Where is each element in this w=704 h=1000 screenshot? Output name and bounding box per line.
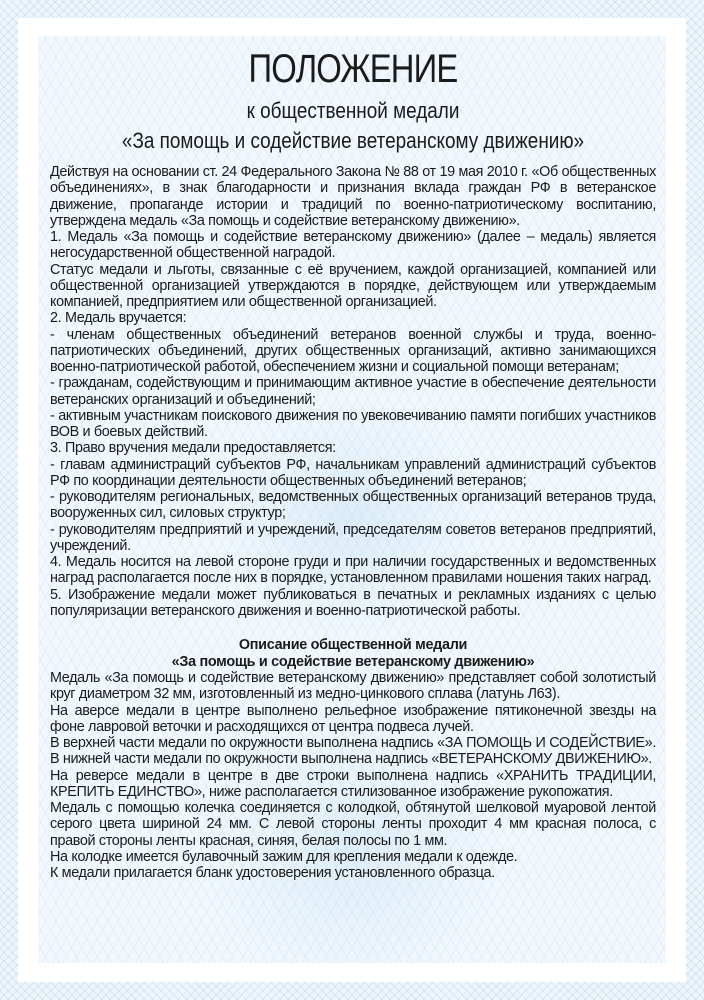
preamble-paragraph: Действуя на основании ст. 24 Федерального Закона № 88 от 19 мая 2010 г. «Об общественных объединениях», в знак благодарности и признания вклада граждан РФ в ветеранское движение, пропаганде истории и традиций по военно-патриотическому воспитанию, утверждена медаль «За помощь и содействие ветеранскому движению». xyxy=(50,164,656,229)
clause-3-item-1: - главам администраций субъектов РФ, начальникам управлений администраций субъектов РФ по координации деятельности общественных объединений ветеранов; xyxy=(50,456,656,489)
clause-1: 1. Медаль «За помощь и содействие ветеранскому движению» (далее – медаль) является негосударственной общественной наградой. xyxy=(50,229,656,262)
description-paragraph: Медаль с помощью колечка соединяется с колодкой, обтянутой шелковой муаровой лентой серого цвета шириной 24 мм. С левой стороны ленты проходит 4 мм красная полоса, с правой стороны ленты красная, синяя, белая полосы по 1 мм. xyxy=(50,800,656,849)
description-paragraph: На реверсе медали в центре в две строки выполнена надпись «ХРАНИТЬ ТРАДИЦИИ, КРЕПИТЬ ЕДИНСТВО», ниже располагается стилизованное изображение рукопожатия. xyxy=(50,767,656,800)
clause-2-item-3: - активным участникам поискового движения по увековечиванию памяти погибших участников ВОВ и боевых действий. xyxy=(50,407,656,440)
description-heading-line-1: Описание общественной медали xyxy=(238,637,468,653)
subtitle-line-2: «За помощь и содействие ветеранскому движению» xyxy=(121,128,585,153)
description-heading xyxy=(50,637,656,670)
clause-4: 4. Медаль носится на левой стороне груди и при наличии государственных и ведомственных наград располагается после них в порядке, установленном правилами ношения таких наград. xyxy=(50,554,656,587)
clause-2-item-1: - членам общественных объединений ветеранов военной службы и труда, военно-патриотических объединений, других общественных организаций, активно занимающихся военно-патриотической работой, обеспечением жизни и социальной помощи ветеранам; xyxy=(50,326,656,375)
clause-5: 5. Изображение медали может публиковаться в печатных и рекламных изданиях с целью популяризации ветеранского движения и военно-патриотической работы. xyxy=(50,586,656,619)
description-paragraph: Медаль «За помощь и содействие ветеранскому движению» представляет собой золотистый круг диаметром 32 мм, изготовленный из медно-цинкового сплава (латунь Л63). xyxy=(50,670,656,703)
page-title: ПОЛОЖЕНИЕ xyxy=(248,47,458,91)
description-paragraph: На колодке имеется булавочный зажим для крепления медали к одежде. xyxy=(50,848,518,865)
clause-3-item-3: - руководителям предприятий и учреждений, председателям советов ветеранов предприятий, учреждений. xyxy=(50,521,656,554)
description-paragraph: К медали прилагается бланк удостоверения установленного образца. xyxy=(50,865,495,881)
status-paragraph: Статус медали и льготы, связанные с её вручением, каждой организацией, компанией или общественной организацией утверждаются в порядке, действующем или утверждаемым компанией, предприятием или общественной организацией. xyxy=(50,261,656,310)
clause-3-item-2: - руководителям региональных, ведомственных общественных организаций ветеранов труда, вооруженных сил, силовых структур; xyxy=(50,489,656,522)
document-content xyxy=(50,36,656,881)
description-paragraph: На аверсе медали в центре выполнено рельефное изображение пятиконечной звезды на фоне лавровой веточки и расходящихся от центра подвеса лучей. xyxy=(50,702,656,735)
description-body xyxy=(50,670,656,881)
clause-2: 2. Медаль вручается: xyxy=(50,310,187,327)
subtitle-line-1: к общественной медали xyxy=(246,98,460,123)
document-panel xyxy=(38,36,666,963)
regulation-body xyxy=(50,164,656,881)
clause-3: 3. Право вручения медали предоставляется: xyxy=(50,440,336,457)
clause-2-item-2: - гражданам, содействующим и принимающим активное участие в обеспечение деятельности ветеранских организаций и объединений; xyxy=(50,375,656,408)
description-paragraph: В верхней части медали по окружности выполнена надпись «ЗА ПОМОЩЬ И СОДЕЙСТВИЕ». В нижней части медали по окружности выполнена надпись «ВЕТЕРАНСКОМУ ДВИЖЕНИЮ». xyxy=(50,735,656,768)
description-heading-line-2: «За помощь и содействие ветеранскому движению» xyxy=(171,653,535,670)
